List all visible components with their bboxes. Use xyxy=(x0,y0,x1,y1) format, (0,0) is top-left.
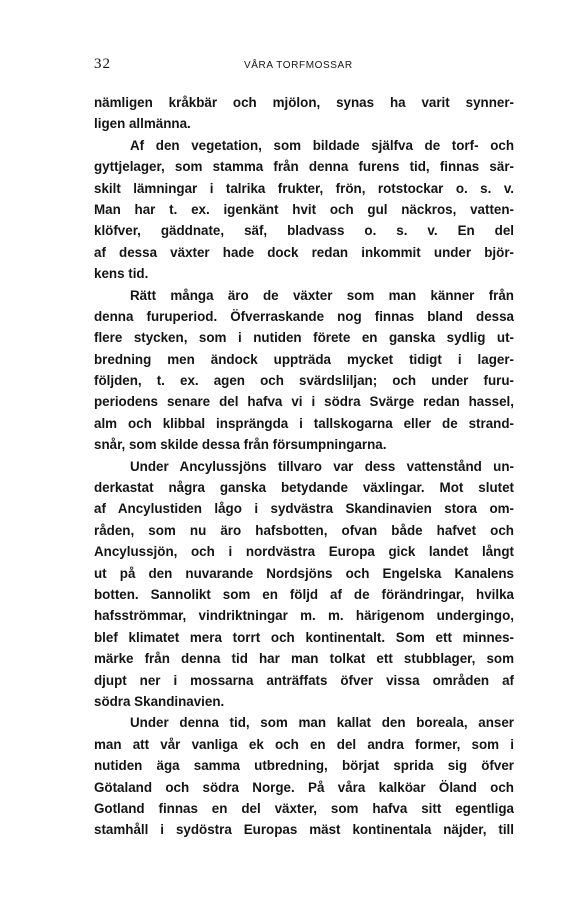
text-line: skilt lämningar i talrika frukter, frön, rotstockar o. s. v. xyxy=(94,180,514,196)
text-line: djupt ner i mossarna anträffats öfver vissa områden af xyxy=(94,672,514,688)
text-line: botten. Sannolikt som en följd af de förändringar, hvilka xyxy=(94,586,514,602)
text-line: nämligen kråkbär och mjölon, synas ha varit synner- xyxy=(94,95,514,110)
text-line: snår, som skilde dessa från försumpningarna. xyxy=(94,437,387,453)
text-line: Rätt många äro de växter som man känner från xyxy=(130,287,514,303)
text-line: blef klimatet mera torrt och kontinentalt. Som ett minnes- xyxy=(94,629,514,645)
running-title: VÅRA TORFMOSSAR xyxy=(244,60,353,71)
text-line: kens tid. xyxy=(94,266,149,282)
text-line: nutiden äga samma utbredning, börjat sprida sig öfver xyxy=(94,758,514,774)
text-line: Götaland och södra Norge. På våra kalköar Öland och xyxy=(94,779,514,795)
text-line: klöfver, gäddnate, säf, bladvass o. s. v. En del xyxy=(94,223,514,239)
text-line: man att vår vanliga ek och en del andra former, som i xyxy=(94,736,514,752)
text-line: flere stycken, som i nutiden förete en ganska sydlig ut- xyxy=(94,330,514,346)
text-line: derkastat några ganska betydande växlingar. Mot slutet xyxy=(94,480,514,496)
text-line: Af den vegetation, som bildade själfva de torf- och xyxy=(130,137,514,153)
text-line: gyttjelager, som stamma från denna furens tid, finnas sär- xyxy=(94,159,514,175)
text-line: följden, t. ex. agen och svärdsliljan; och under furu- xyxy=(94,373,514,389)
text-line: periodens senare del hafva vi i södra Svärge redan hassel, xyxy=(94,394,514,410)
text-line: hafsströmmar, vindriktningar m. m. härigenom undergingo, xyxy=(94,608,514,624)
text-line: märke från denna tid har man tolkat ett stubblager, som xyxy=(94,651,514,667)
text-line: Under denna tid, som man kallat den boreala, anser xyxy=(130,715,514,731)
text-line: råden, som nu äro hafsbotten, ofvan både hafvet och xyxy=(94,522,514,538)
text-line: stamhåll i sydöstra Europas mäst kontinentala näjder, till xyxy=(94,822,514,838)
text-line: denna furuperiod. Öfverraskande nog finnas bland dessa xyxy=(94,308,514,324)
text-line: Gotland finnas en del växter, som hafva sitt egentliga xyxy=(94,800,514,816)
text-line: ligen allmänna. xyxy=(94,116,191,132)
text-line: af dessa växter hade dock redan inkommit under björ- xyxy=(94,244,514,260)
text-line: Under Ancylussjöns tillvaro var dess vattenstånd un- xyxy=(130,458,514,474)
text-line: Ancylussjön, och i nordvästra Europa gick landet långt xyxy=(94,544,514,560)
text-line: Man har t. ex. igenkänt hvit och gul näckros, vatten- xyxy=(94,201,514,217)
text-line: alm och klibbal insprängda i tallskogarna eller de strand- xyxy=(94,415,514,431)
text-line: af Ancylustiden lågo i sydvästra Skandinavien stora om- xyxy=(94,501,514,517)
text-line: södra Skandinavien. xyxy=(94,693,225,709)
page-header xyxy=(94,56,514,76)
text-line: bredning men ändock uppträda mycket tidigt i lager- xyxy=(94,351,514,367)
body-text xyxy=(94,92,514,841)
page-number: 32 xyxy=(94,56,111,72)
text-line: ut på den nuvarande Nordsjöns och Engelska Kanalens xyxy=(94,565,514,581)
